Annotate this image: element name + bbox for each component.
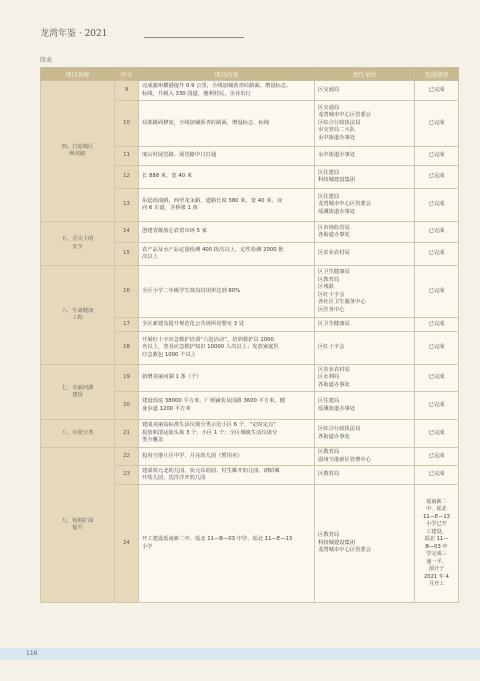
status-cell <box>415 485 459 603</box>
text-line: 建设 <box>72 392 83 398</box>
row-number-cell: 10 <box>115 101 139 147</box>
status-cell: 已完成 <box>415 243 459 266</box>
text-line: 区住建局 <box>318 398 340 404</box>
text-line: 畅美路 <box>69 151 86 157</box>
project-name-cell <box>41 420 115 448</box>
text-line: 名以上，普及应急救护知识 10000 人次以上；发放家庭医 <box>142 344 279 351</box>
col-project-name: 项目名称 <box>41 68 115 81</box>
text-line: 六、生命健康 <box>61 307 94 314</box>
text-line: 区农业农村局 <box>318 250 350 257</box>
yearbook-title: 龙湾年鉴 · 2021 <box>40 29 108 39</box>
text-line: 永中街道办事处 <box>318 134 356 141</box>
status-cell: 已完成 <box>415 466 459 485</box>
text-line: 工程 <box>72 315 83 321</box>
table-row <box>41 222 459 243</box>
project-name-cell <box>41 81 115 222</box>
text-line: 度山村展堂路、展堂路中口打通 <box>142 152 217 159</box>
responsible-unit-cell <box>315 81 415 101</box>
text-line: 月开工 <box>428 581 445 587</box>
text-line: 开幼儿园、沈洋洋开幼儿园 <box>142 475 206 481</box>
text-line: 2021 年 4 <box>424 573 449 580</box>
table-row <box>41 266 459 318</box>
text-line: 投用空港片区中学、月亮幼儿园（暂用名） <box>142 452 243 459</box>
project-name-cell <box>41 222 115 266</box>
responsible-unit-cell <box>315 189 415 222</box>
page-footer-bar <box>0 648 480 660</box>
responsible-unit-cell <box>315 365 415 392</box>
text-line: 区水利局 <box>318 374 340 381</box>
responsible-unit-cell <box>315 243 415 266</box>
text-line: 区综合行政执法局 <box>318 119 361 126</box>
text-line: 各街道办事处 <box>318 433 350 440</box>
content-cell <box>139 466 315 485</box>
content-cell <box>139 81 315 101</box>
responsible-unit-cell <box>315 266 415 318</box>
text-line: 区住建局 <box>318 169 340 176</box>
row-number-cell: 23 <box>115 466 139 485</box>
text-line: 各街道办事处 <box>318 232 350 238</box>
row-number-cell: 15 <box>115 243 139 266</box>
text-line: 小学 <box>142 543 153 550</box>
text-line: 安全 <box>72 243 83 250</box>
text-line: 区教育局 <box>318 532 340 539</box>
table-body <box>41 81 459 603</box>
text-line: 区市场监管局 <box>318 224 350 231</box>
text-line: 七、美丽河湖 <box>61 384 94 391</box>
status-cell: 已完成 <box>415 147 459 166</box>
status-cell: 已完成 <box>415 332 459 365</box>
page-number: 116 <box>26 650 38 657</box>
content-cell <box>139 147 315 166</box>
text-line: 类全覆盖 <box>142 437 164 444</box>
table-row <box>41 420 459 448</box>
text-line: 瑶溪街道办事处 <box>318 405 356 412</box>
responsible-unit-cell <box>315 166 415 189</box>
table-header-row <box>41 68 459 81</box>
text-line: 长 888 米，宽 40 米 <box>142 173 193 180</box>
continued-label: 续表 <box>40 57 53 64</box>
responsible-unit-cell <box>315 485 415 603</box>
responsible-unit-cell <box>315 101 415 147</box>
responsible-unit-cell <box>315 466 415 485</box>
responsible-unit-cell <box>315 222 415 243</box>
text-line: 建设瑶垯 38000 平方米，广场铺装及园路 3600 平方米，健 <box>142 398 286 404</box>
text-line: 科技城建设集团 <box>318 539 356 546</box>
content-cell <box>139 101 315 147</box>
table-row <box>41 81 459 101</box>
content-cell <box>139 365 315 392</box>
row-number-cell: 17 <box>115 318 139 332</box>
text-line: 区医务中心 <box>318 306 345 313</box>
text-line: 向 6 车道，含桥梁 1 座 <box>142 205 198 211</box>
text-line: 龙湾城市中心区管委会 <box>318 547 371 554</box>
text-line: 开工建设瑶南新二中、瑶北 11—B—03 中学、瑶北 11—E—13 <box>142 536 293 542</box>
text-line: 建成状元北幼儿园、状元东幼园、村生雁开幼儿园、朗昭雁 <box>142 467 280 474</box>
text-line: 瑶溪街道办事处 <box>318 208 356 215</box>
text-line: 11—E—13 <box>423 513 450 520</box>
text-line: 区教育局 <box>318 276 340 283</box>
text-line: 各社区卫生服务中心 <box>318 299 366 305</box>
content-cell <box>139 266 315 318</box>
text-line: 学完成三 <box>426 551 447 557</box>
text-line: B—03 中 <box>425 543 448 550</box>
text-line: 全区小学二年级学生窝沟封闭率达到 80% <box>142 287 241 294</box>
text-line: 预计于 <box>428 566 445 572</box>
text-line: 区交通局 <box>318 86 340 93</box>
text-line: 标线，升级入 330 国道，便利村民，企业出行 <box>142 90 251 97</box>
text-line: 新增美丽河湖 1 条（个） <box>142 374 202 381</box>
content-cell <box>139 448 315 466</box>
row-number-cell: 19 <box>115 365 139 392</box>
text-line: 区红十字会 <box>318 291 345 298</box>
status-cell: 已完成 <box>415 101 459 147</box>
responsible-unit-cell <box>315 392 415 420</box>
status-cell: 已完成 <box>415 448 459 466</box>
table-row <box>41 365 459 392</box>
text-line: 区残联 <box>318 284 334 290</box>
text-line: 区红十字会 <box>318 344 345 351</box>
text-line: 农产品及水产品定量检测 400 批次以上，定性检测 2000 批 <box>142 246 284 253</box>
status-cell: 已完成 <box>415 189 459 222</box>
status-cell: 已完成 <box>415 166 459 189</box>
text-line: 市交管局二大队 <box>318 127 356 134</box>
text-line: 五、舌尖上的 <box>61 236 94 242</box>
col-responsible-unit: 责任单位 <box>315 68 415 81</box>
text-line: 东起瑶南路，西至龙永路，道路长度 380 米，宽 40 米，双 <box>142 197 283 204</box>
status-cell: 已完成 <box>415 318 459 332</box>
text-line: 次以上 <box>142 254 158 260</box>
text-line: 局部路面修复，全线加铺沥青砼路面，增设标志、标线 <box>142 119 270 126</box>
text-line: 九、校网扩面 <box>61 517 94 524</box>
text-line: 瑶北 11— <box>424 536 449 542</box>
text-line: 瑶南新二 <box>426 498 447 505</box>
content-cell <box>139 243 315 266</box>
text-line: 四、打造城区 <box>61 143 94 150</box>
text-line: 建成美丽高标准生活垃圾分类示范小区 6 个，“定时定点” <box>142 422 277 429</box>
text-line: 八、垃圾分类 <box>61 429 94 436</box>
content-cell <box>139 485 315 603</box>
text-line: 区卫生健康局 <box>318 320 350 327</box>
content-cell <box>139 166 315 189</box>
text-line: 通一平， <box>426 558 447 565</box>
project-name-cell <box>41 266 115 365</box>
text-line: 温州空港新区管理中心 <box>318 456 371 463</box>
text-line: 开展红十字应急救护培训“六进活动”，培训救护员 1000 <box>142 336 274 343</box>
responsible-unit-cell <box>315 420 415 448</box>
row-number-cell: 20 <box>115 392 139 420</box>
table-row <box>41 448 459 466</box>
text-line: 各街道办事处 <box>318 381 350 388</box>
row-number-cell: 16 <box>115 266 139 318</box>
text-line: 龙湾城市中心区管委会 <box>318 201 371 208</box>
content-cell <box>139 318 315 332</box>
responsible-unit-cell <box>315 147 415 166</box>
text-line: 科技城建设集团 <box>318 177 356 183</box>
col-status: 完成情况 <box>415 68 459 81</box>
row-number-cell: 18 <box>115 332 139 365</box>
status-cell: 已完成 <box>415 392 459 420</box>
text-line: 区住建局 <box>318 193 340 200</box>
responsible-unit-cell <box>315 318 415 332</box>
text-line: 区交通局 <box>318 104 340 111</box>
row-number-cell: 11 <box>115 147 139 166</box>
text-line: 疗急救包 1000 个以上 <box>142 351 196 358</box>
status-cell: 已完成 <box>415 266 459 318</box>
header-rule <box>144 37 244 38</box>
text-line: 永中街道办事处 <box>318 152 356 159</box>
text-line: 区教育局 <box>318 471 340 478</box>
content-cell <box>139 332 315 365</box>
text-line: 工建设， <box>426 528 447 535</box>
text-line: 小学已开 <box>426 521 447 527</box>
text-line: 身步道 1200 平方米 <box>142 405 191 412</box>
row-number-cell: 24 <box>115 485 139 603</box>
content-cell <box>139 392 315 420</box>
text-line: 完成蒲州横港提升 0.9 公里，全线加铺沥青砼路面，增设标志、 <box>142 83 292 89</box>
text-line: 龙湾城市中心区管委会 <box>318 112 371 119</box>
text-line: 中、瑶北 <box>426 506 447 512</box>
text-line: 全区新建及提升规范化公共场所母婴室 3 处 <box>142 320 245 327</box>
text-line: 投放和清运街头街 3 个、小区 1 个；全区城镇生活垃圾分 <box>142 429 278 436</box>
row-number-cell: 21 <box>115 420 139 448</box>
responsible-unit-cell <box>315 332 415 365</box>
text-line: 区卫生健康局 <box>318 269 350 275</box>
col-content: 项目内容 <box>139 68 315 81</box>
page-header <box>40 26 460 42</box>
row-number-cell: 12 <box>115 166 139 189</box>
content-cell <box>139 420 315 448</box>
status-cell: 已完成 <box>415 365 459 392</box>
status-cell: 已完成 <box>415 420 459 448</box>
content-cell <box>139 189 315 222</box>
status-cell: 已完成 <box>415 222 459 243</box>
row-number-cell: 13 <box>115 189 139 222</box>
content-cell <box>139 222 315 243</box>
text-line: 区教育局 <box>318 449 340 455</box>
row-number-cell: 14 <box>115 222 139 243</box>
projects-table <box>40 67 459 603</box>
row-number-cell: 22 <box>115 448 139 466</box>
col-number: 序号 <box>115 68 139 81</box>
text-line: 创建省级放心农贸市场 5 家 <box>142 228 208 235</box>
row-number-cell: 9 <box>115 81 139 101</box>
project-name-cell <box>41 365 115 420</box>
text-line: 提升 <box>72 525 83 531</box>
responsible-unit-cell <box>315 448 415 466</box>
text-line: 区综合行政执法局 <box>318 426 361 432</box>
text-line: 区农业农村局 <box>318 366 350 373</box>
project-name-cell <box>41 448 115 603</box>
status-cell: 已完成 <box>415 81 459 101</box>
